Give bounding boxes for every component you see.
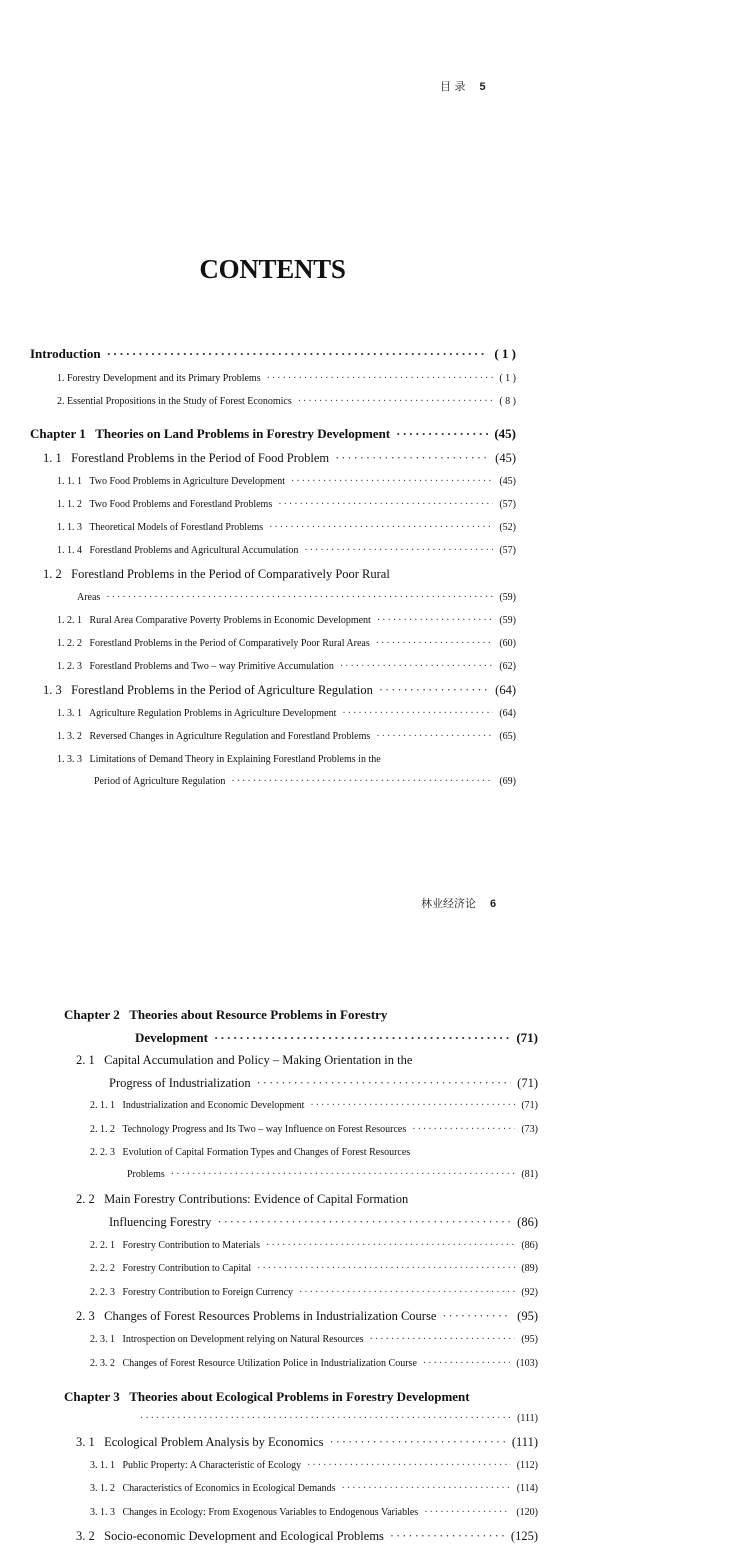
toc-subsection[interactable]: 1. 2. 3 Forestland Problems and Two – way Primitive Accumulation ····· (62) xyxy=(57,661,516,672)
toc-section-continued[interactable]: Areas ····· (59) xyxy=(77,592,516,603)
toc-subsection[interactable]: 3. 1. 3 Changes in Ecology: From Exogenous Variables to Endogenous Variables ····· (120) xyxy=(90,1507,538,1518)
toc-subsection[interactable]: 1. 1. 3 Theoretical Models of Forestland Problems ····· (52) xyxy=(57,522,516,533)
toc-section[interactable]: 1. 2 Forestland Problems in the Period of Comparatively Poor Rural xyxy=(43,567,390,581)
toc-subsection[interactable]: 2. 3. 2 Changes of Forest Resource Utilization Police in Industrialization Course ····· (103) xyxy=(90,1358,538,1369)
header-label: 林业经济论 xyxy=(421,897,476,910)
toc-subsection[interactable]: 2. 1. 1 Industrialization and Economic Development ····· (71) xyxy=(90,1100,538,1111)
page-header xyxy=(421,895,496,911)
toc-subsection[interactable]: 2. 2. 1 Forestry Contribution to Materials ····· (86) xyxy=(90,1240,538,1251)
toc-chapter[interactable]: Chapter 3 Theories about Ecological Problems in Forestry Development xyxy=(64,1389,470,1404)
toc-subsection[interactable]: 3. 1. 2 Characteristics of Economics in Ecological Demands ····· (114) xyxy=(90,1483,538,1494)
toc-section[interactable]: 3. 1 Ecological Problem Analysis by Economics ····· (111) xyxy=(76,1435,538,1450)
toc-subsection-continued[interactable]: Period of Agriculture Regulation ····· (69) xyxy=(94,776,516,787)
toc-subsection-continued[interactable]: Problems ····· (81) xyxy=(127,1169,538,1180)
toc-section-continued[interactable]: Progress of Industrialization ····· (71) xyxy=(109,1076,538,1091)
toc-section-continued[interactable]: Influencing Forestry ····· (86) xyxy=(109,1215,538,1230)
page-header xyxy=(440,78,486,94)
toc-subsection[interactable]: 2. 2. 2 Forestry Contribution to Capital ····· (89) xyxy=(90,1263,538,1274)
toc-section[interactable]: 1. 3 Forestland Problems in the Period of Agriculture Regulation ····· (64) xyxy=(43,683,516,698)
toc-subsection[interactable]: 1. 1. 2 Two Food Problems and Forestland Problems ····· (57) xyxy=(57,499,516,510)
toc-section[interactable]: 2. 2 Main Forestry Contributions: Evidence of Capital Formation xyxy=(76,1192,409,1206)
toc-subsection[interactable]: 1. 3. 1 Agriculture Regulation Problems in Agriculture Development ····· (64) xyxy=(57,708,516,719)
toc-subsection[interactable]: 1. 1. 1 Two Food Problems in Agriculture Development ····· (45) xyxy=(57,476,516,487)
toc-subsection[interactable]: 1. 3. 3 Limitations of Demand Theory in Explaining Forestland Problems in the xyxy=(57,754,381,765)
toc-entry[interactable]: 1. Forestry Development and its Primary Problems ····· ( 1 ) xyxy=(57,373,516,384)
toc-subsection[interactable]: 2. 2. 3 Forestry Contribution to Foreign Currency ····· (92) xyxy=(90,1287,538,1298)
toc-subsection[interactable]: 3. 1. 1 Public Property: A Characteristic of Ecology ····· (112) xyxy=(90,1460,538,1471)
toc-subsection[interactable]: 2. 2. 3 Evolution of Capital Formation Types and Changes of Forest Resources xyxy=(90,1147,411,1158)
toc-subsection[interactable]: 1. 2. 2 Forestland Problems in the Period of Comparatively Poor Rural Areas ····· (60) xyxy=(57,638,516,649)
toc-chapter[interactable]: Chapter 1 Theories on Land Problems in Forestry Development ····· (45) xyxy=(30,426,516,442)
toc-chapter[interactable]: Chapter 2 Theories about Resource Problems in Forestry xyxy=(64,1007,388,1022)
toc-subsection[interactable]: 2. 1. 2 Technology Progress and Its Two – way Influence on Forest Resources ····· (73) xyxy=(90,1124,538,1135)
toc-section[interactable]: 2. 3 Changes of Forest Resources Problems in Industrialization Course ····· (95) xyxy=(76,1309,538,1324)
contents-title: CONTENTS xyxy=(199,254,346,284)
toc-entry[interactable]: Introduction ····· ( 1 ) xyxy=(30,346,516,362)
page-number: 6 xyxy=(490,898,497,910)
toc-subsection[interactable]: 1. 2. 1 Rural Area Comparative Poverty Problems in Economic Development ····· (59) xyxy=(57,615,516,626)
page-number: 5 xyxy=(479,81,486,93)
toc-section[interactable]: 2. 1 Capital Accumulation and Policy – Making Orientation in the xyxy=(76,1053,413,1067)
toc-entry[interactable]: 2. Essential Propositions in the Study of Forest Economics ····· ( 8 ) xyxy=(57,396,516,407)
toc-subsection[interactable]: 1. 3. 2 Reversed Changes in Agriculture Regulation and Forestland Problems ····· (65) xyxy=(57,731,516,742)
toc-subsection[interactable]: 1. 1. 4 Forestland Problems and Agricultural Accumulation ····· (57) xyxy=(57,545,516,556)
toc-section[interactable]: 1. 1 Forestland Problems in the Period of Food Problem ····· (45) xyxy=(43,451,516,466)
toc-chapter-continued[interactable]: Development ····· (71) xyxy=(135,1030,538,1046)
toc-chapter-continued[interactable]: ····· (111) xyxy=(140,1413,538,1424)
toc-subsection[interactable]: 2. 3. 1 Introspection on Development relying on Natural Resources ····· (95) xyxy=(90,1334,538,1345)
header-label: 目 录 xyxy=(440,80,466,93)
toc-section[interactable]: 3. 2 Socio-economic Development and Ecological Problems ····· (125) xyxy=(76,1529,538,1544)
